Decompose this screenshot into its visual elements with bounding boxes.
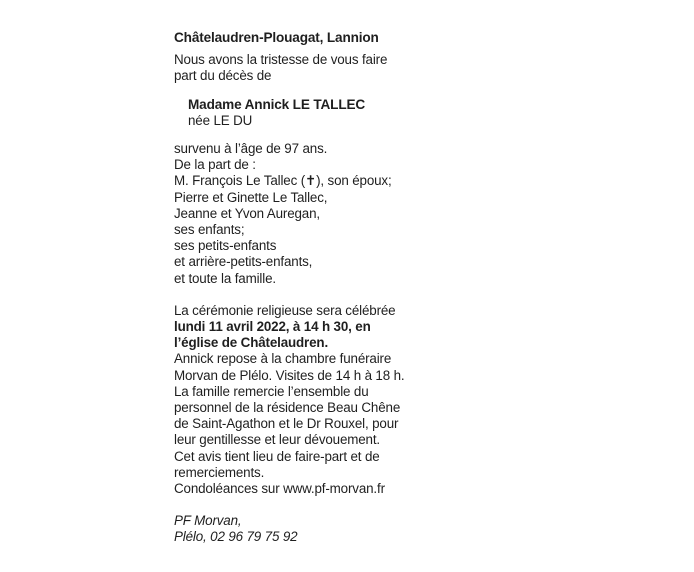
spouse-role: ), son époux; (316, 173, 392, 189)
detail-line: Cet avis tient lieu de faire-part et de (174, 448, 380, 464)
funeral-home-phone: Plélo, 02 96 79 75 92 (174, 529, 298, 545)
family-line: survenu à l’âge de 97 ans. (174, 141, 328, 157)
detail-line: Annick repose à la chambre funéraire (174, 351, 392, 367)
detail-line: de Saint-Agathon et le Dr Rouxel, pour (174, 416, 399, 432)
family-line: ses enfants; (174, 222, 245, 238)
obituary-text (174, 30, 414, 546)
family-line: Jeanne et Yvon Auregan, (174, 205, 320, 221)
ceremony-date: lundi 11 avril 2022, à 14 h 30, en (174, 319, 371, 335)
deceased-block (188, 97, 414, 129)
detail-line: Morvan de Plélo. Visites de 14 h à 18 h. (174, 367, 405, 383)
cross-icon: ✝ (305, 173, 317, 189)
signature (174, 513, 414, 545)
family-line: ses petits-enfants (174, 238, 277, 254)
family-line: De la part de : (174, 157, 256, 173)
spouse-name: M. François Le Tallec ( (174, 173, 305, 189)
intro-line: part du décès de (174, 68, 272, 84)
intro-line: Nous avons la tristesse de vous faire (174, 52, 388, 68)
spouse-line (174, 173, 414, 189)
condolences-line: Condoléances sur www.pf-morvan.fr (174, 481, 385, 497)
family-line: et toute la famille. (174, 270, 276, 286)
detail-line: remerciements. (174, 464, 265, 480)
notice-location: Châtelaudren-Plouagat, Lannion (174, 30, 379, 45)
family-line: et arrière-petits-enfants, (174, 254, 313, 270)
intro-paragraph (174, 52, 414, 84)
deceased-name: Madame Annick LE TALLEC (188, 96, 366, 112)
funeral-home-name: PF Morvan, (174, 513, 242, 529)
family-paragraph (174, 141, 414, 287)
maiden-name: née LE DU (188, 112, 253, 128)
ceremony-paragraph (174, 303, 414, 497)
detail-line: La famille remercie l’ensemble du (174, 383, 369, 399)
detail-line: leur gentillesse et leur dévouement. (174, 432, 380, 448)
family-line: Pierre et Ginette Le Tallec, (174, 189, 328, 205)
ceremony-place: l’église de Châtelaudren. (174, 335, 329, 351)
detail-line: personnel de la résidence Beau Chêne (174, 400, 401, 416)
ceremony-intro: La cérémonie religieuse sera célébrée (174, 302, 396, 318)
